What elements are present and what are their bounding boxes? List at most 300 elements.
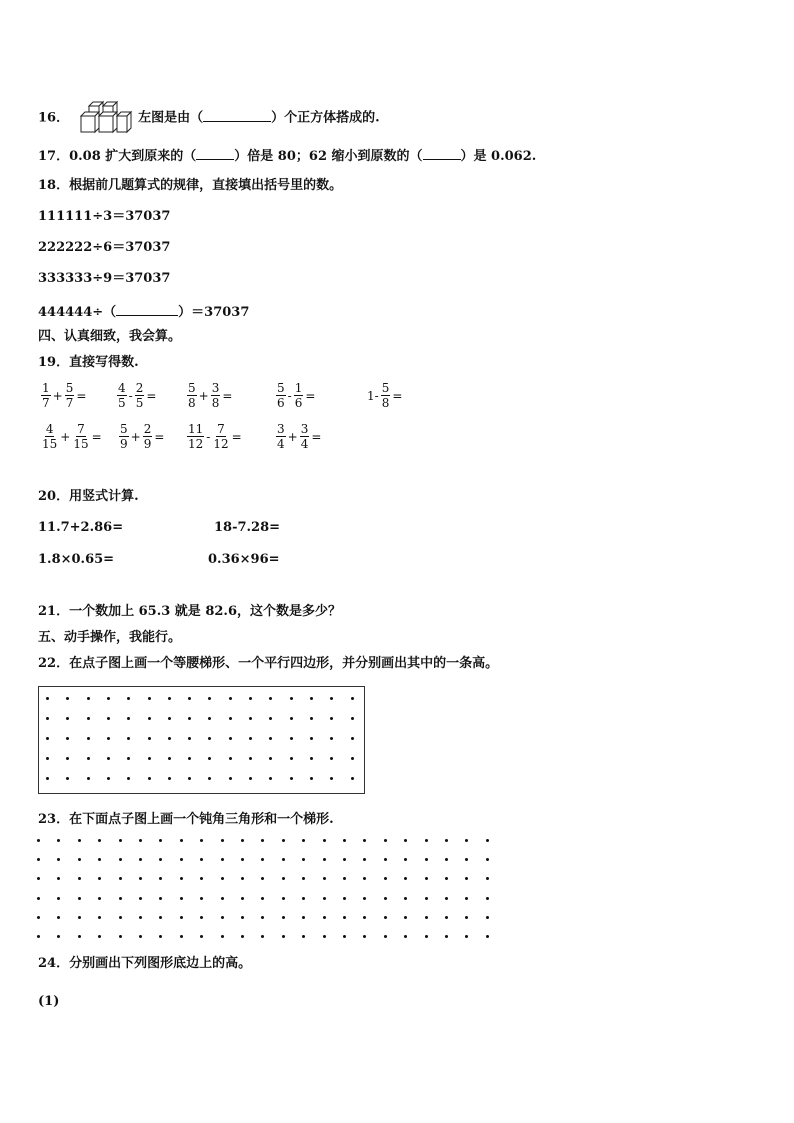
question-16-number: 16．	[38, 110, 70, 126]
grid-dot	[323, 935, 326, 938]
grid-dot	[159, 916, 162, 919]
denominator: 8	[211, 396, 220, 410]
equation-line-4-start: 444444÷（	[38, 305, 117, 320]
grid-dot	[127, 717, 130, 720]
grid-dot	[208, 757, 211, 760]
question-17	[38, 147, 536, 165]
grid-dot	[241, 897, 244, 900]
grid-dot	[148, 757, 151, 760]
denominator: 4	[300, 437, 309, 451]
grid-dot	[168, 717, 171, 720]
grid-dot	[188, 717, 191, 720]
grid-dot	[119, 839, 122, 842]
grid-dot	[208, 777, 211, 780]
fraction	[135, 381, 145, 410]
grid-dot	[445, 935, 448, 938]
grid-dot	[363, 916, 366, 919]
grid-dot	[330, 757, 333, 760]
grid-dot	[282, 897, 285, 900]
question-16-text: 左图是由（	[138, 110, 204, 126]
grid-dot	[200, 877, 203, 880]
grid-dot	[66, 717, 69, 720]
grid-dot	[302, 877, 305, 880]
dot-grid-22[interactable]	[38, 686, 365, 794]
grid-dot	[351, 777, 354, 780]
fraction	[187, 381, 197, 410]
fraction-expr-8	[186, 422, 243, 451]
grid-dot	[127, 737, 130, 740]
fraction	[117, 381, 127, 410]
grid-dot	[310, 717, 313, 720]
numerator: 4	[45, 422, 54, 436]
grid-dot	[445, 858, 448, 861]
grid-dot	[98, 897, 101, 900]
grid-dot	[249, 737, 252, 740]
grid-dot	[302, 897, 305, 900]
denominator: 8	[188, 396, 196, 410]
operator: -	[206, 429, 211, 444]
grid-dot	[323, 877, 326, 880]
grid-dot	[46, 717, 49, 720]
grid-dot	[404, 935, 407, 938]
calc-item-3: 1.8×0.65=	[38, 552, 115, 567]
grid-dot	[98, 839, 101, 842]
grid-dot	[57, 839, 60, 842]
grid-dot	[384, 858, 387, 861]
grid-dot	[107, 757, 110, 760]
grid-dot	[282, 858, 285, 861]
grid-dot	[148, 717, 151, 720]
fraction-expr-3	[186, 381, 233, 410]
grid-dot	[168, 757, 171, 760]
grid-dot	[302, 839, 305, 842]
grid-dot	[404, 897, 407, 900]
grid-dot	[57, 916, 60, 919]
grid-dot	[241, 877, 244, 880]
grid-dot	[208, 737, 211, 740]
grid-dot	[119, 935, 122, 938]
grid-dot	[302, 858, 305, 861]
grid-dot	[46, 757, 49, 760]
grid-dot	[323, 897, 326, 900]
grid-dot	[363, 935, 366, 938]
grid-dot	[78, 858, 81, 861]
equals-sign: =	[392, 388, 403, 403]
equation-line-4-end: ）＝37037	[178, 305, 250, 320]
denominator: 5	[135, 396, 144, 410]
grid-dot	[363, 858, 366, 861]
grid-dot	[290, 737, 293, 740]
operator: -	[128, 388, 133, 403]
numerator: 7	[77, 422, 85, 436]
grid-dot	[57, 877, 60, 880]
operator: +	[130, 429, 141, 444]
grid-dot	[159, 897, 162, 900]
answer-blank-17b[interactable]	[423, 147, 461, 160]
fraction-expr-4	[275, 381, 316, 410]
grid-dot	[404, 839, 407, 842]
grid-dot	[330, 777, 333, 780]
answer-blank-17a[interactable]	[196, 147, 234, 160]
grid-dot	[302, 916, 305, 919]
grid-dot	[282, 935, 285, 938]
grid-dot	[37, 839, 40, 842]
numerator: 1	[294, 381, 303, 395]
grid-dot	[330, 697, 333, 700]
grid-dot	[404, 916, 407, 919]
lead-term: 1-	[367, 388, 379, 403]
equals-sign: =	[305, 388, 316, 403]
grid-dot	[188, 737, 191, 740]
equation-line-3: 333333÷9＝37037	[38, 271, 171, 286]
numerator: 5	[120, 422, 128, 436]
question-22: 22．在点子图上画一个等腰梯形、一个平行四边形，并分别画出其中的一条高。	[38, 656, 499, 671]
grid-dot	[384, 897, 387, 900]
grid-dot	[78, 839, 81, 842]
operator: -	[287, 388, 292, 403]
grid-dot	[465, 935, 468, 938]
grid-dot	[57, 897, 60, 900]
grid-dot	[282, 839, 285, 842]
grid-dot	[310, 757, 313, 760]
grid-dot	[445, 839, 448, 842]
grid-dot	[486, 935, 489, 938]
operator: +	[287, 429, 298, 444]
grid-dot	[78, 877, 81, 880]
grid-dot	[363, 897, 366, 900]
grid-dot	[261, 897, 264, 900]
grid-dot	[159, 935, 162, 938]
grid-dot	[200, 897, 203, 900]
grid-dot	[363, 839, 366, 842]
grid-dot	[229, 757, 232, 760]
grid-dot	[343, 935, 346, 938]
grid-dot	[119, 877, 122, 880]
grid-dot	[486, 897, 489, 900]
equals-sign: =	[91, 429, 102, 444]
grid-dot	[87, 777, 90, 780]
grid-dot	[343, 839, 346, 842]
grid-dot	[269, 697, 272, 700]
grid-dot	[37, 858, 40, 861]
equals-sign: =	[146, 388, 157, 403]
grid-dot	[302, 935, 305, 938]
grid-dot	[249, 717, 252, 720]
numerator: 7	[217, 422, 225, 436]
grid-dot	[159, 877, 162, 880]
grid-dot	[180, 858, 183, 861]
denominator: 12	[213, 437, 229, 451]
grid-dot	[188, 757, 191, 760]
grid-dot	[119, 897, 122, 900]
grid-dot	[343, 877, 346, 880]
grid-dot	[425, 839, 428, 842]
fraction	[300, 422, 310, 451]
grid-dot	[98, 935, 101, 938]
grid-dot	[78, 916, 81, 919]
grid-dot	[87, 757, 90, 760]
grid-dot	[323, 858, 326, 861]
fraction	[294, 381, 304, 410]
grid-dot	[221, 839, 224, 842]
grid-dot	[241, 858, 244, 861]
equation-line-1: 111111÷3＝37037	[38, 209, 171, 224]
grid-dot	[98, 916, 101, 919]
fraction	[72, 422, 89, 451]
grid-dot	[465, 839, 468, 842]
question-20-title: 20．用竖式计算.	[38, 489, 139, 504]
grid-dot	[46, 777, 49, 780]
grid-dot	[330, 717, 333, 720]
fraction-expr-6	[40, 422, 103, 451]
calc-item-2: 18-7.28=	[214, 520, 281, 535]
grid-dot	[221, 935, 224, 938]
question-24: 24．分别画出下列图形底边上的高。	[38, 956, 252, 971]
grid-dot	[384, 839, 387, 842]
grid-dot	[37, 897, 40, 900]
grid-dot	[107, 777, 110, 780]
grid-dot	[384, 935, 387, 938]
grid-dot	[290, 777, 293, 780]
grid-dot	[221, 916, 224, 919]
grid-dot	[465, 877, 468, 880]
equals-sign: =	[154, 429, 165, 444]
grid-dot	[261, 916, 264, 919]
grid-dot	[425, 897, 428, 900]
grid-dot	[261, 839, 264, 842]
grid-dot	[486, 916, 489, 919]
grid-dot	[139, 897, 142, 900]
calc-item-4: 0.36×96=	[208, 552, 280, 567]
equation-line-2: 222222÷6＝37037	[38, 240, 171, 255]
dot-grid-23[interactable]	[30, 832, 500, 942]
grid-dot	[159, 839, 162, 842]
grid-dot	[425, 877, 428, 880]
grid-dot	[46, 737, 49, 740]
fraction-expr-9	[275, 422, 322, 451]
grid-dot	[66, 697, 69, 700]
grid-dot	[445, 916, 448, 919]
grid-dot	[188, 697, 191, 700]
denominator: 7	[65, 396, 74, 410]
fraction	[187, 422, 204, 451]
grid-dot	[249, 697, 252, 700]
grid-dot	[323, 839, 326, 842]
fraction	[212, 422, 229, 451]
grid-dot	[229, 717, 232, 720]
grid-dot	[465, 916, 468, 919]
grid-dot	[445, 897, 448, 900]
grid-dot	[78, 897, 81, 900]
grid-dot	[107, 737, 110, 740]
grid-dot	[486, 839, 489, 842]
grid-dot	[282, 877, 285, 880]
grid-dot	[180, 839, 183, 842]
fraction	[211, 381, 221, 410]
grid-dot	[98, 877, 101, 880]
grid-dot	[261, 877, 264, 880]
equals-sign: =	[76, 388, 87, 403]
denominator: 6	[294, 396, 303, 410]
denominator: 15	[42, 437, 58, 451]
grid-dot	[261, 935, 264, 938]
question-17-part2: ）倍是 80；62 缩小到原数的（	[234, 149, 423, 164]
operator: +	[52, 388, 63, 403]
section-4-heading: 四、认真细致，我会算。	[38, 329, 182, 344]
grid-dot	[87, 737, 90, 740]
grid-dot	[208, 717, 211, 720]
fraction-expr-5	[366, 381, 403, 410]
grid-dot	[180, 897, 183, 900]
denominator: 6	[277, 396, 285, 410]
grid-dot	[200, 839, 203, 842]
grid-dot	[139, 935, 142, 938]
numerator: 5	[188, 381, 196, 395]
fraction	[65, 381, 75, 410]
grid-dot	[445, 877, 448, 880]
fraction	[119, 422, 129, 451]
denominator: 9	[143, 437, 152, 451]
grid-dot	[249, 757, 252, 760]
grid-dot	[37, 935, 40, 938]
cube-stack-figure	[75, 100, 133, 136]
numerator: 5	[381, 381, 390, 395]
denominator: 8	[381, 396, 390, 410]
grid-dot	[180, 916, 183, 919]
grid-dot	[37, 916, 40, 919]
grid-dot	[241, 839, 244, 842]
grid-dot	[168, 777, 171, 780]
grid-dot	[425, 916, 428, 919]
answer-blank-16[interactable]	[203, 109, 271, 122]
grid-dot	[107, 717, 110, 720]
grid-dot	[290, 717, 293, 720]
question-24-sub-1: (1)	[38, 994, 60, 1009]
equals-sign: =	[222, 388, 233, 403]
grid-dot	[343, 858, 346, 861]
grid-dot	[57, 858, 60, 861]
equation-line-4	[38, 303, 249, 321]
equals-sign: =	[311, 429, 322, 444]
grid-dot	[269, 717, 272, 720]
grid-dot	[465, 897, 468, 900]
grid-dot	[139, 877, 142, 880]
grid-dot	[168, 737, 171, 740]
grid-dot	[180, 935, 183, 938]
grid-dot	[486, 877, 489, 880]
calc-item-1: 11.7+2.86=	[38, 520, 124, 535]
question-18-title: 18．根据前几题算式的规律，直接填出括号里的数。	[38, 178, 343, 193]
grid-dot	[127, 757, 130, 760]
grid-dot	[119, 858, 122, 861]
denominator: 5	[118, 396, 126, 410]
grid-dot	[221, 877, 224, 880]
grid-dot	[168, 697, 171, 700]
grid-dot	[87, 717, 90, 720]
answer-blank-18[interactable]	[116, 303, 178, 316]
grid-dot	[384, 877, 387, 880]
numerator: 5	[65, 381, 74, 395]
equals-sign: =	[231, 429, 242, 444]
fraction	[41, 422, 58, 451]
fraction	[276, 381, 286, 410]
grid-dot	[221, 897, 224, 900]
grid-dot	[343, 916, 346, 919]
grid-dot	[127, 777, 130, 780]
fraction-expr-1	[40, 381, 87, 410]
question-17-part1: 17．0.08 扩大到原来的（	[38, 149, 197, 164]
question-16-text-end: ）个正方体搭成的.	[271, 110, 380, 126]
grid-dot	[148, 737, 151, 740]
numerator: 2	[135, 381, 144, 395]
grid-dot	[351, 757, 354, 760]
grid-dot	[78, 935, 81, 938]
grid-dot	[57, 935, 60, 938]
grid-dot	[282, 916, 285, 919]
denominator: 12	[188, 437, 204, 451]
denominator: 7	[42, 396, 50, 410]
grid-dot	[208, 697, 211, 700]
grid-dot	[119, 916, 122, 919]
grid-dot	[107, 697, 110, 700]
numerator: 5	[277, 381, 285, 395]
fraction-expr-2	[116, 381, 157, 410]
grid-dot	[351, 717, 354, 720]
grid-dot	[200, 935, 203, 938]
grid-dot	[229, 777, 232, 780]
grid-dot	[229, 737, 232, 740]
grid-dot	[465, 858, 468, 861]
grid-dot	[290, 757, 293, 760]
fraction	[143, 422, 153, 451]
operator: +	[60, 429, 71, 444]
question-23: 23．在下面点子图上画一个钝角三角形和一个梯形.	[38, 812, 334, 827]
grid-dot	[148, 697, 151, 700]
grid-dot	[66, 757, 69, 760]
grid-dot	[200, 858, 203, 861]
grid-dot	[66, 777, 69, 780]
grid-dot	[229, 697, 232, 700]
grid-dot	[148, 777, 151, 780]
section-5-heading: 五、动手操作，我能行。	[38, 630, 182, 645]
question-21: 21．一个数加上 65.3 就是 82.6，这个数是多少？	[38, 604, 341, 619]
grid-dot	[98, 858, 101, 861]
grid-dot	[384, 916, 387, 919]
operator: +	[198, 388, 209, 403]
denominator: 4	[277, 437, 285, 451]
grid-dot	[139, 858, 142, 861]
denominator: 15	[73, 437, 89, 451]
grid-dot	[351, 697, 354, 700]
grid-dot	[249, 777, 252, 780]
grid-dot	[310, 737, 313, 740]
grid-dot	[290, 697, 293, 700]
grid-dot	[221, 858, 224, 861]
question-16	[38, 100, 380, 136]
grid-dot	[127, 697, 130, 700]
grid-dot	[330, 737, 333, 740]
grid-dot	[261, 858, 264, 861]
fraction-expr-7	[118, 422, 165, 451]
question-17-part3: ）是 0.062.	[460, 149, 537, 164]
fraction	[276, 422, 286, 451]
denominator: 9	[120, 437, 128, 451]
grid-dot	[404, 858, 407, 861]
grid-dot	[200, 916, 203, 919]
grid-dot	[188, 777, 191, 780]
grid-dot	[159, 858, 162, 861]
numerator: 1	[42, 381, 50, 395]
